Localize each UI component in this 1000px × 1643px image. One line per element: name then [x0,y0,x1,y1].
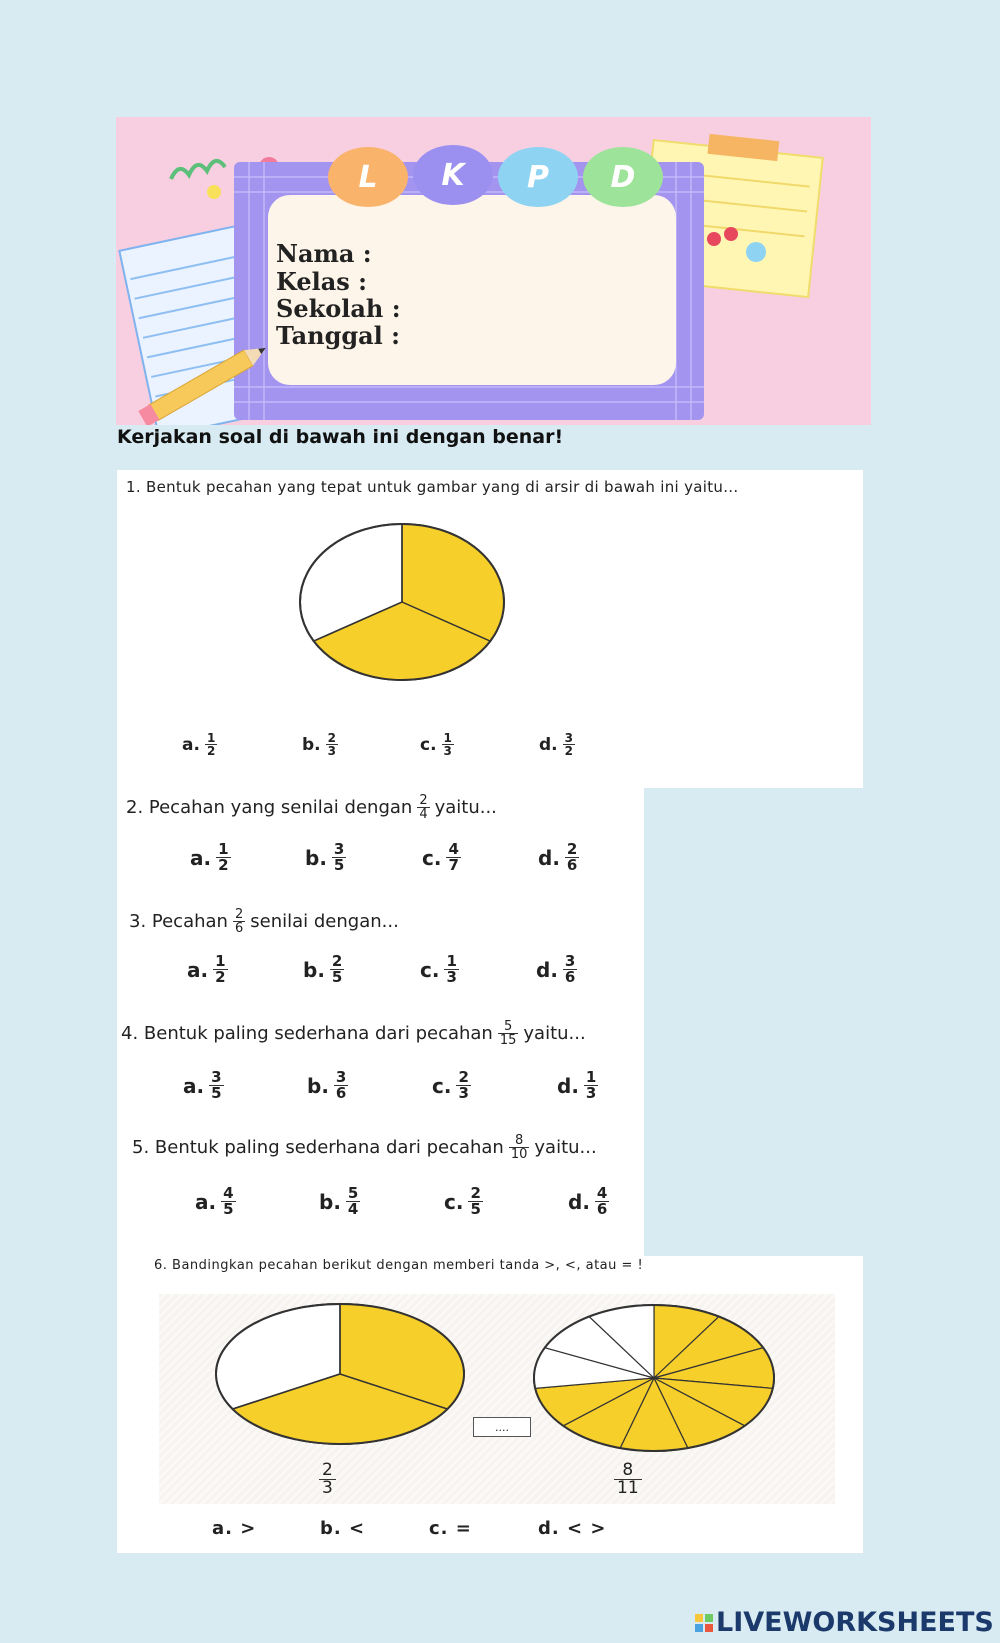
field-kelas[interactable]: Kelas : [276,267,367,296]
q2-option-a[interactable]: a. $\frac{1}{2}$ [190,840,229,874]
banner-illustration [116,117,871,425]
q1-option-b[interactable]: b. $\frac{2}{3}$ [302,731,336,758]
question-5-text: 5. Bentuk paling sederhana dari pecahan $\frac{8}{10}$ yaitu... [132,1133,597,1162]
q1-option-c[interactable]: c. $\frac{1}{3}$ [420,731,452,758]
q6-option-c[interactable]: c. = [429,1518,472,1539]
question-3-text: 3. Pecahan $\frac{2}{6}$ senilai dengan... [129,907,399,936]
questions-2-5 [117,788,644,1256]
q5-option-c[interactable]: c. $\frac{2}{5}$ [444,1184,481,1218]
q6-right-fraction [614,1462,642,1497]
letter-badge-p [498,147,578,207]
q5-option-d[interactable]: d. $\frac{4}{6}$ [568,1184,608,1218]
q6-right-den: 11 [614,1479,642,1497]
q4-option-c[interactable]: c. $\frac{2}{3}$ [432,1068,469,1102]
letter-l: L [358,159,378,195]
q3-option-a[interactable]: a. $\frac{1}{2}$ [187,952,226,986]
question-6 [117,1256,863,1553]
q2-option-b[interactable]: b. $\frac{3}{5}$ [305,840,345,874]
question-6-text: 6. Bandingkan pecahan berikut dengan memberi tanda >, <, atau = ! [154,1258,644,1273]
letter-badge-k [413,145,493,205]
question-4-text: 4. Bentuk paling sederhana dari pecahan $\frac{5}{15}$ yaitu... [121,1019,586,1048]
q6-right-pie [524,1302,784,1457]
q2-option-c[interactable]: c. $\frac{4}{7}$ [422,840,459,874]
question-1 [117,470,863,788]
q4-option-a[interactable]: a. $\frac{3}{5}$ [183,1068,222,1102]
field-nama[interactable]: Nama : [276,239,372,268]
letter-badge-d [583,147,663,207]
field-sekolah[interactable]: Sekolah : [276,294,401,323]
q6-left-fraction [319,1462,336,1497]
q3-option-c[interactable]: c. $\frac{1}{3}$ [420,952,457,986]
q1-option-a[interactable]: a. $\frac{1}{2}$ [182,731,216,758]
letter-p: P [527,159,549,195]
q6-left-den: 3 [319,1479,336,1497]
q6-right-num: 8 [622,1460,634,1480]
liveworksheets-logo[interactable] [695,1607,994,1638]
q5-option-a[interactable]: a. $\frac{4}{5}$ [195,1184,234,1218]
q6-left-num: 2 [322,1460,333,1480]
logo-text: LIVEWORKSHEETS [716,1607,994,1638]
logo-blocks-icon [695,1614,713,1632]
letter-badge-l [328,147,408,207]
header-banner [116,117,871,425]
q4-option-b[interactable]: b. $\frac{3}{6}$ [307,1068,347,1102]
q5-option-b[interactable]: b. $\frac{5}{4}$ [319,1184,359,1218]
q2-option-d[interactable]: d. $\frac{2}{6}$ [538,840,578,874]
q4-option-d[interactable]: d. $\frac{1}{3}$ [557,1068,597,1102]
letter-k: K [441,157,465,193]
q6-option-a[interactable]: a. > [212,1518,257,1539]
q6-answer-blank[interactable]: .... [473,1417,531,1437]
question-1-text: 1. Bentuk pecahan yang tepat untuk gambar yang di arsir di bawah ini yaitu... [126,478,739,496]
letter-d: D [610,159,636,195]
q6-option-b[interactable]: b. < [320,1518,366,1539]
instruction-text: Kerjakan soal di bawah ini dengan benar! [117,426,564,448]
q6-option-d[interactable]: d. < > [538,1518,607,1539]
question-2-text: 2. Pecahan yang senilai dengan $\frac{2}{4}$ yaitu... [126,793,497,822]
q3-option-d[interactable]: d. $\frac{3}{6}$ [536,952,576,986]
q1-option-d[interactable]: d. $\frac{3}{2}$ [539,731,573,758]
q6-left-pie [212,1302,472,1447]
q3-option-b[interactable]: b. $\frac{2}{5}$ [303,952,343,986]
field-tanggal[interactable]: Tanggal : [276,321,401,350]
q1-pie-chart [297,520,507,685]
